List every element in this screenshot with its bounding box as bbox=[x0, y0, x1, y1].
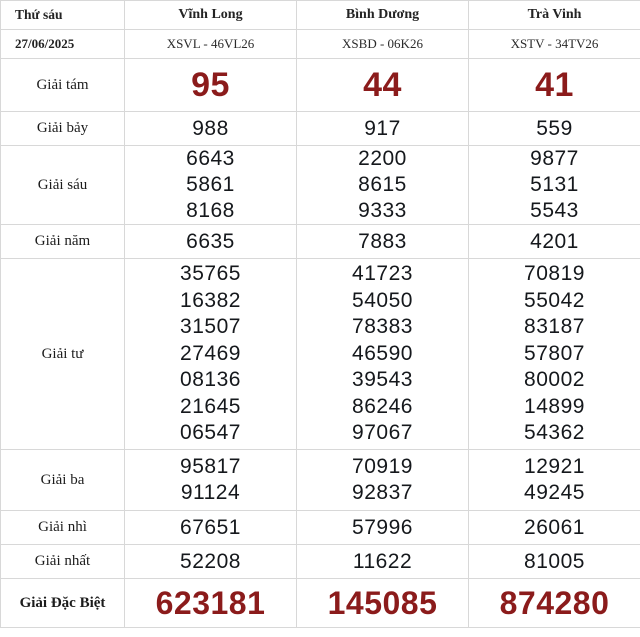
prize-number: 26061 bbox=[524, 515, 585, 539]
prize-number: 80002 bbox=[524, 368, 585, 392]
table-header-row bbox=[1, 1, 640, 30]
prize-number: 78383 bbox=[352, 315, 413, 339]
weekday-cell: Thứ sáu bbox=[1, 1, 125, 30]
prize-numbers bbox=[125, 545, 297, 579]
prize-numbers bbox=[125, 511, 297, 545]
prize-row-giai-nhi bbox=[1, 511, 640, 545]
prize-label: Giải năm bbox=[1, 225, 125, 259]
prize-number: 81005 bbox=[524, 549, 585, 573]
prize-numbers bbox=[125, 579, 297, 628]
prize-number: 41723 bbox=[352, 262, 413, 286]
prize-row-giai-ba bbox=[1, 450, 640, 511]
prize-number: 97067 bbox=[352, 421, 413, 445]
prize-numbers bbox=[297, 146, 469, 225]
prize-numbers bbox=[469, 450, 640, 511]
prize-number: 54362 bbox=[524, 421, 585, 445]
prize-numbers bbox=[125, 146, 297, 225]
prize-numbers bbox=[125, 112, 297, 146]
draw-code-2: XSBD - 06K26 bbox=[297, 30, 469, 59]
prize-numbers bbox=[297, 112, 469, 146]
prize-number: 44 bbox=[363, 66, 402, 104]
prize-number: 917 bbox=[364, 116, 401, 140]
prize-number: 70819 bbox=[524, 262, 585, 286]
province-header-1[interactable]: Vĩnh Long bbox=[125, 1, 297, 30]
draw-code-3: XSTV - 34TV26 bbox=[469, 30, 640, 59]
prize-number: 21645 bbox=[180, 394, 241, 418]
prize-numbers bbox=[469, 225, 640, 259]
prize-number: 31507 bbox=[180, 315, 241, 339]
prize-row-giai-bay bbox=[1, 112, 640, 146]
prize-numbers bbox=[469, 545, 640, 579]
prize-number: 70919 bbox=[352, 455, 413, 478]
prize-label: Giải nhì bbox=[1, 511, 125, 545]
prize-number: 95 bbox=[191, 66, 230, 104]
prize-number: 6635 bbox=[186, 229, 235, 253]
prize-row-giai-dac-biet bbox=[1, 579, 640, 628]
prize-number: 5131 bbox=[530, 173, 579, 196]
prize-number: 9877 bbox=[530, 147, 579, 170]
prize-number: 55042 bbox=[524, 288, 585, 312]
prize-numbers bbox=[297, 450, 469, 511]
prize-number: 9333 bbox=[358, 199, 407, 222]
prize-numbers bbox=[125, 450, 297, 511]
prize-numbers bbox=[125, 259, 297, 450]
prize-number: 35765 bbox=[180, 262, 241, 286]
prize-number: 874280 bbox=[499, 585, 610, 621]
prize-label: Giải tư bbox=[1, 259, 125, 450]
prize-number: 7883 bbox=[358, 229, 407, 253]
prize-number: 5543 bbox=[530, 199, 579, 222]
prize-number: 16382 bbox=[180, 288, 241, 312]
prize-number: 46590 bbox=[352, 341, 413, 365]
prize-number: 39543 bbox=[352, 368, 413, 392]
prize-number: 83187 bbox=[524, 315, 585, 339]
prize-number: 12921 bbox=[524, 455, 585, 478]
prize-number: 988 bbox=[192, 116, 229, 140]
prize-numbers bbox=[297, 579, 469, 628]
prize-numbers bbox=[469, 146, 640, 225]
prize-number: 57807 bbox=[524, 341, 585, 365]
prize-number: 559 bbox=[536, 116, 573, 140]
prize-number: 27469 bbox=[180, 341, 241, 365]
prize-number: 08136 bbox=[180, 368, 241, 392]
prize-number: 41 bbox=[535, 66, 574, 104]
prize-label: Giải ba bbox=[1, 450, 125, 511]
prize-label: Giải bảy bbox=[1, 112, 125, 146]
prize-numbers bbox=[125, 59, 297, 112]
prize-row-giai-tu bbox=[1, 259, 640, 450]
prize-number: 8168 bbox=[186, 199, 235, 222]
prize-number: 14899 bbox=[524, 394, 585, 418]
prize-number: 145085 bbox=[327, 585, 438, 621]
prize-number: 11622 bbox=[352, 549, 413, 573]
prize-numbers bbox=[297, 59, 469, 112]
prize-number: 49245 bbox=[524, 481, 585, 504]
prize-number: 8615 bbox=[358, 173, 407, 196]
prize-row-giai-tam bbox=[1, 59, 640, 112]
prize-number: 623181 bbox=[155, 585, 266, 621]
prize-numbers bbox=[297, 259, 469, 450]
prize-numbers bbox=[469, 579, 640, 628]
prize-label: Giải tám bbox=[1, 59, 125, 112]
prize-number: 95817 bbox=[180, 455, 241, 478]
prize-number: 6643 bbox=[186, 147, 235, 170]
prize-numbers bbox=[125, 225, 297, 259]
prize-numbers bbox=[297, 225, 469, 259]
prize-numbers bbox=[297, 545, 469, 579]
prize-label: Giải Đặc Biệt bbox=[1, 579, 125, 628]
prize-row-giai-nhat bbox=[1, 545, 640, 579]
prize-number: 86246 bbox=[352, 394, 413, 418]
prize-number: 5861 bbox=[186, 173, 235, 196]
prize-label: Giải nhất bbox=[1, 545, 125, 579]
province-header-3[interactable]: Trà Vinh bbox=[469, 1, 640, 30]
prize-number: 4201 bbox=[530, 229, 579, 253]
prize-numbers bbox=[469, 59, 640, 112]
province-header-2[interactable]: Bình Dương bbox=[297, 1, 469, 30]
date-row bbox=[1, 30, 640, 59]
prize-row-giai-nam bbox=[1, 225, 640, 259]
draw-date: 27/06/2025 bbox=[1, 30, 125, 59]
prize-number: 92837 bbox=[352, 481, 413, 504]
prize-number: 91124 bbox=[180, 481, 241, 504]
prize-number: 67651 bbox=[180, 515, 241, 539]
prize-numbers bbox=[469, 511, 640, 545]
prize-number: 54050 bbox=[352, 288, 413, 312]
draw-code-1: XSVL - 46VL26 bbox=[125, 30, 297, 59]
prize-numbers bbox=[469, 259, 640, 450]
prize-numbers bbox=[297, 511, 469, 545]
prize-number: 57996 bbox=[352, 515, 413, 539]
prize-label: Giải sáu bbox=[1, 146, 125, 225]
prize-number: 52208 bbox=[180, 549, 241, 573]
prize-number: 06547 bbox=[180, 421, 241, 445]
prize-numbers bbox=[469, 112, 640, 146]
prize-number: 2200 bbox=[358, 147, 407, 170]
prize-row-giai-sau bbox=[1, 146, 640, 225]
